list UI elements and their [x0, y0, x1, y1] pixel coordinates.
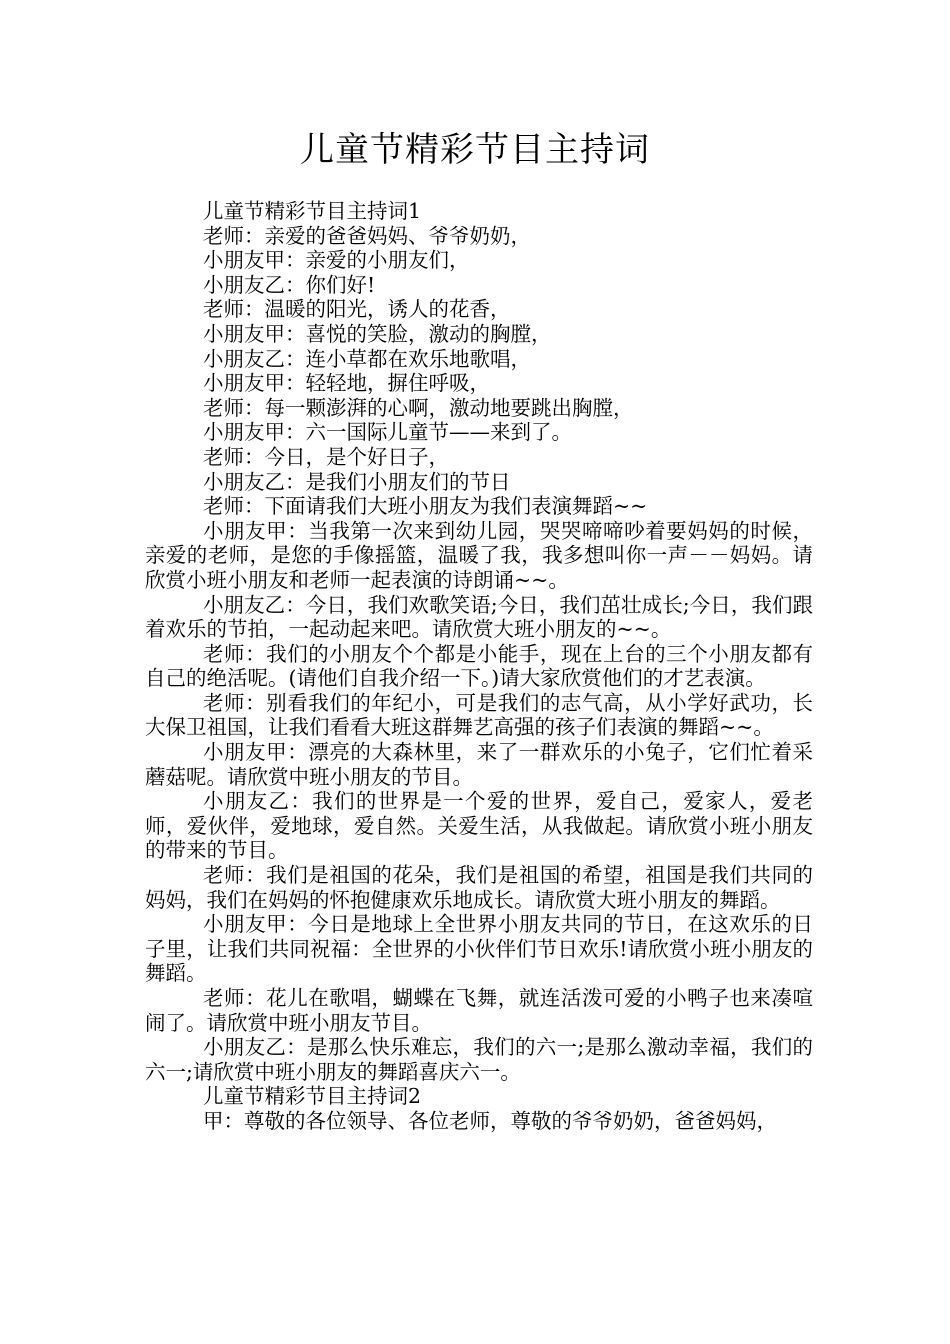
paragraph: 甲：尊敬的各位领导、各位老师，尊敬的爷爷奶奶，爸爸妈妈， — [203, 1108, 777, 1133]
paragraph: 老师：花儿在歌唱，蝴蝶在飞舞，就连活泼可爱的小鸭子也来凑喧闹了。请欣赏中班小朋友节目。 — [145, 986, 813, 1035]
paragraph: 小朋友乙：你们好! — [203, 272, 376, 297]
paragraph: 儿童节精彩节目主持词2 — [203, 1084, 422, 1109]
paragraph: 小朋友甲：轻轻地，摒住呼吸， — [203, 371, 490, 396]
paragraph: 小朋友乙：是我们小朋友们的节日 — [203, 469, 511, 494]
document-body — [145, 199, 813, 1134]
paragraph: 小朋友乙：连小草都在欢乐地歌唱， — [203, 346, 531, 371]
paragraph: 小朋友甲：亲爱的小朋友们， — [203, 248, 470, 273]
paragraph: 小朋友甲：漂亮的大森林里，来了一群欢乐的小兔子，它们忙着采蘑菇呢。请欣赏中班小朋友的节目。 — [145, 740, 813, 789]
paragraph: 儿童节精彩节目主持词1 — [203, 199, 422, 223]
paragraph: 老师：温暖的阳光，诱人的花香， — [203, 297, 511, 322]
paragraph: 老师：别看我们的年纪小，可是我们的志气高，从小学好武功，长大保卫祖国，让我们看看大班这群舞艺高强的孩子们表演的舞蹈~~。 — [145, 690, 813, 740]
paragraph: 老师：今日，是个好日子， — [203, 444, 449, 469]
paragraph: 小朋友甲：六一国际儿童节——来到了。 — [203, 420, 572, 445]
paragraph: 小朋友乙：今日，我们欢歌笑语;今日，我们茁壮成长;今日，我们跟着欢乐的节拍，一起动起来吧。请欣赏大班小朋友的~~。 — [145, 592, 813, 642]
paragraph: 老师：我们是祖国的花朵，我们是祖国的希望，祖国是我们共同的妈妈，我们在妈妈的怀抱健康欢乐地成长。请欣赏大班小朋友的舞蹈。 — [145, 863, 813, 912]
document-title: 儿童节精彩节目主持词 — [300, 130, 650, 170]
paragraph: 小朋友甲：今日是地球上全世界小朋友共同的节日，在这欢乐的日子里，让我们共同祝福：全世界的小伙伴们节日欢乐!请欣赏小班小朋友的舞蹈。 — [145, 912, 813, 986]
paragraph: 小朋友乙：我们的世界是一个爱的世界，爱自己，爱家人，爱老师，爱伙伴，爱地球，爱自然。关爱生活，从我做起。请欣赏小班小朋友的带来的节目。 — [145, 789, 813, 863]
paragraph: 老师：亲爱的爸爸妈妈、爷爷奶奶， — [203, 223, 531, 248]
paragraph: 小朋友乙：是那么快乐难忘，我们的六一;是那么激动幸福，我们的六一;请欣赏中班小朋友的舞蹈喜庆六一。 — [145, 1035, 813, 1084]
paragraph: 小朋友甲：喜悦的笑脸，激动的胸膛， — [203, 321, 552, 346]
paragraph: 老师：每一颗澎湃的心啊，激动地要跳出胸膛， — [203, 395, 634, 420]
paragraph: 小朋友甲：当我第一次来到幼儿园，哭哭啼啼吵着要妈妈的时候，亲爱的老师，是您的手像摇篮，温暖了我，我多想叫你一声－－妈妈。请欣赏小班小朋友和老师一起表演的诗朗诵~~。 — [145, 518, 813, 592]
paragraph: 老师：我们的小朋友个个都是小能手，现在上台的三个小朋友都有自己的绝活呢。(请他们自我介绍一下。)请大家欣赏他们的才艺表演。 — [145, 641, 813, 691]
paragraph: 老师：下面请我们大班小朋友为我们表演舞蹈~~ — [203, 494, 648, 519]
